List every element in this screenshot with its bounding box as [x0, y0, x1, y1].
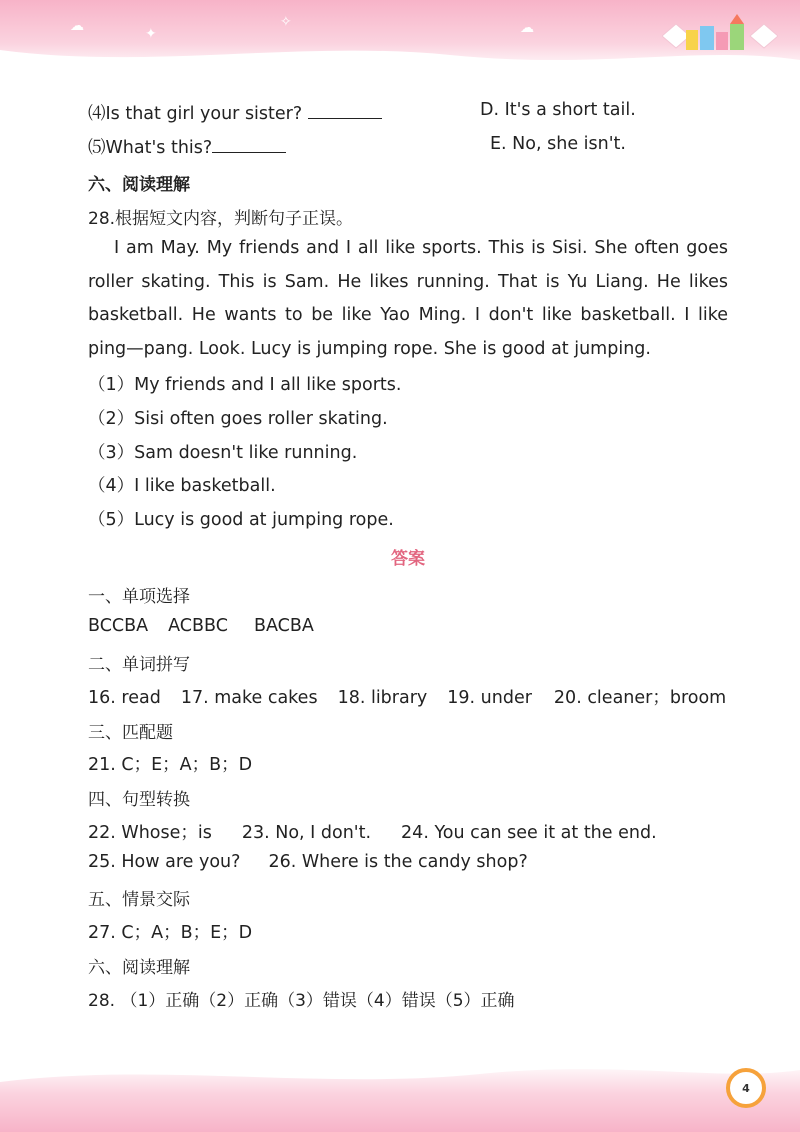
answer-item: 23. No, I don't. [241, 823, 372, 843]
statement-4: （4）I like basketball. [88, 476, 276, 496]
statement-2: （2）Sisi often goes roller skating. [88, 409, 388, 429]
answers-section-6-line: 28. （1）正确（2）正确（3）错误（4）错误（5）正确 [88, 991, 515, 1011]
reading-section-title: 六、阅读理解 [88, 175, 190, 195]
answers-section-4-line-1 [88, 819, 657, 844]
answers-section-2-line [88, 684, 726, 709]
answer-item: 16. read [88, 688, 161, 708]
answer-blank [212, 136, 286, 153]
answers-section-6-title: 六、阅读理解 [88, 958, 190, 978]
matching-question-5: ⑸What's this? [88, 134, 286, 159]
statement-1: （1）My friends and I all like sports. [88, 375, 402, 395]
answers-title: 答案 [391, 549, 425, 569]
statement-5: （5）Lucy is good at jumping rope. [88, 510, 394, 530]
answers-section-1-line [88, 616, 314, 636]
answer-item: 18. library [337, 688, 428, 708]
statement-3: （3）Sam doesn't like running. [88, 443, 358, 463]
matching-option-d: D. It's a short tail. [480, 100, 636, 120]
answer-item: 17. make cakes [180, 688, 318, 708]
answer-item: 22. Whose；is [88, 823, 212, 843]
answer-item: 24. You can see it at the end. [401, 823, 657, 843]
answer-group: ACBBC [168, 616, 228, 636]
answer-group: BACBA [253, 616, 314, 636]
reading-instruction: 28.根据短文内容，判断句子正误。 [88, 209, 354, 229]
brand-logo [662, 12, 778, 60]
answers-section-4-line-2 [88, 852, 528, 872]
answers-section-3-title: 三、匹配题 [88, 723, 173, 743]
cloud-icon: ☁ [520, 20, 534, 36]
page-number-badge: 4 [726, 1068, 766, 1108]
matching-option-e: E. No, she isn't. [490, 134, 626, 154]
answers-section-1-title: 一、单项选择 [88, 587, 190, 607]
matching-question-4: ⑷Is that girl your sister? [88, 100, 382, 125]
answer-group: BCCBA [88, 616, 149, 636]
footer-wave-decoration [0, 1052, 800, 1092]
answers-section-4-title: 四、句型转换 [88, 790, 190, 810]
answer-item: 26. Where is the candy shop? [268, 852, 528, 872]
answers-section-2-title: 二、单词拼写 [88, 655, 190, 675]
answer-item: 19. under [447, 688, 532, 708]
answers-section-5-line: 27. C；A；B；E；D [88, 923, 253, 943]
answer-item: 25. How are you? [88, 852, 241, 872]
star-icon: ✧ [280, 14, 292, 30]
reading-passage: I am May. My friends and I all like sports. This is Sisi. She often goes roller skating. This is Sam. He likes running. That is Yu Liang. He likes basketball. He wants to be like Yao Ming. I don't like basketball. I like ping—pang. Look. Lucy is jumping rope. She is good at jumping. [88, 238, 728, 359]
cloud-icon: ☁ [70, 18, 84, 34]
answers-section-5-title: 五、情景交际 [88, 890, 190, 910]
answer-item: 20. cleaner；broom [553, 688, 727, 708]
answer-blank [308, 102, 382, 119]
answers-section-3-line: 21. C；E；A；B；D [88, 755, 253, 775]
star-icon: ✦ [145, 26, 157, 42]
